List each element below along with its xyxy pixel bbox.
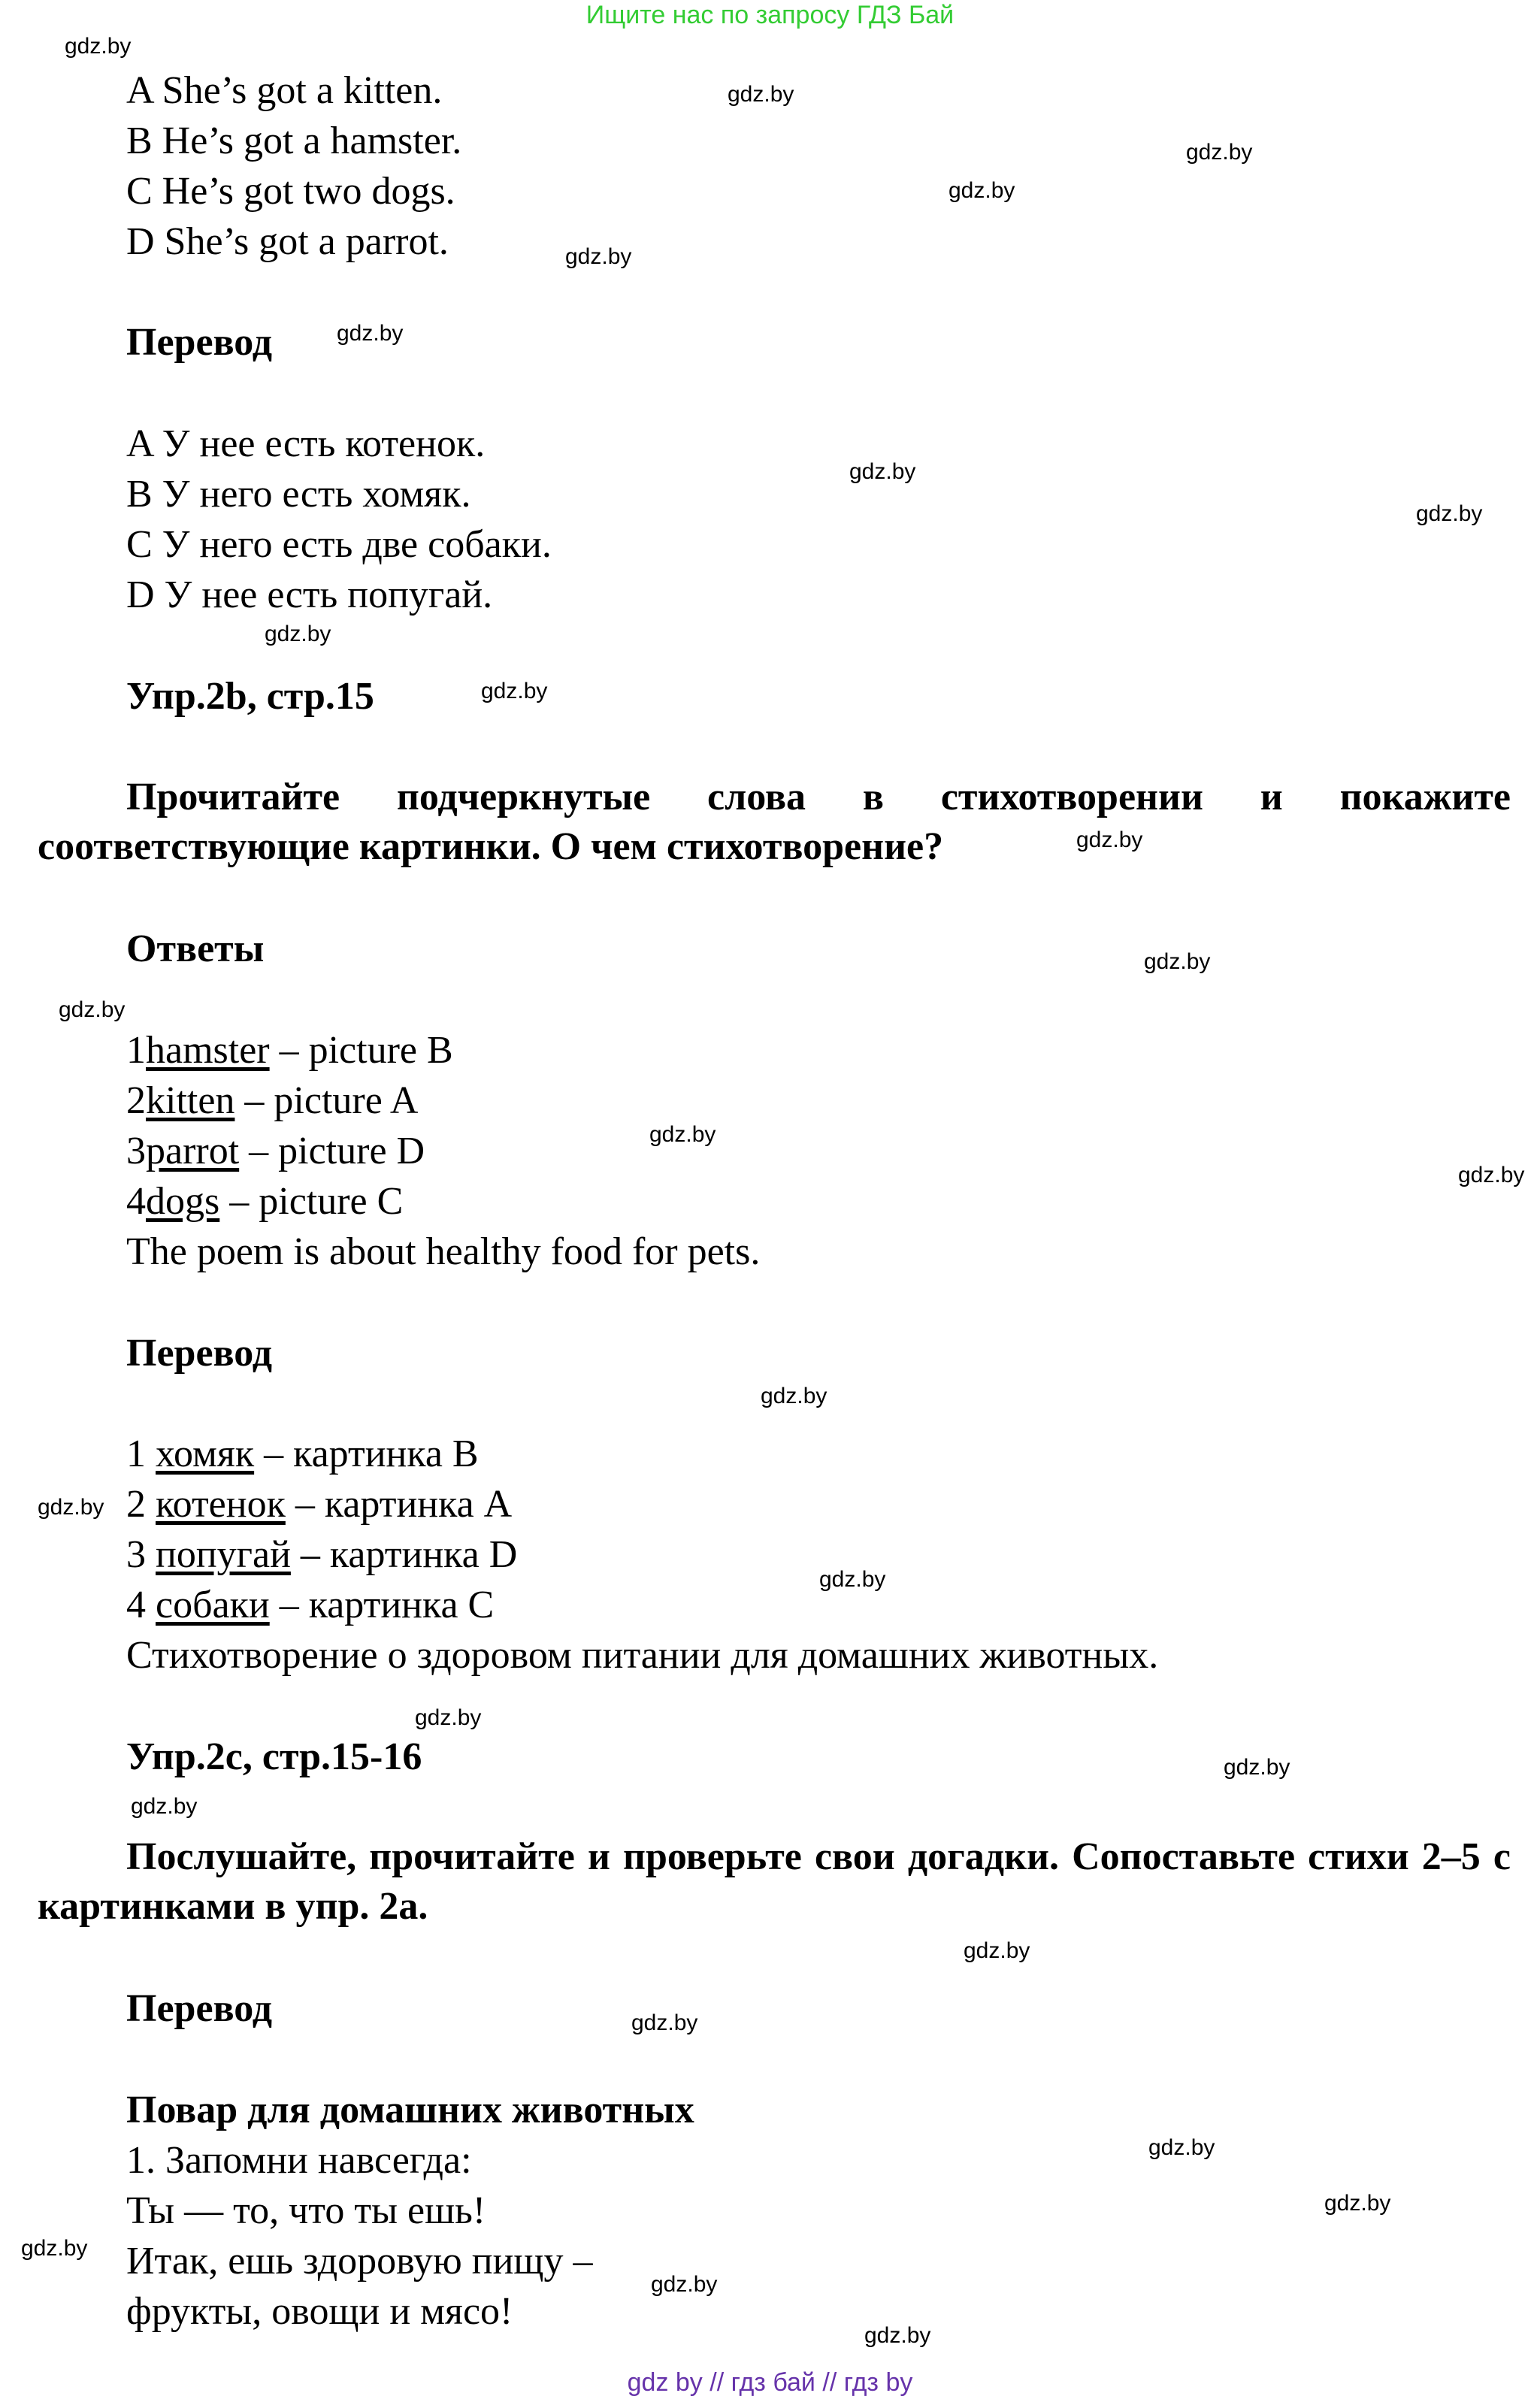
watermark: gdz.by [1458,1163,1525,1187]
watermark: gdz.by [415,1705,482,1730]
option-line: C He’s got two dogs. [126,170,455,213]
translation-heading: Перевод [126,321,273,364]
exercise-task-2c: Послушайте, прочитайте и проверьте свои догадки. Сопоставьте стихи 2–5 с картинками в упр. 2а. [38,1835,1511,1928]
translation-heading: Перевод [126,1332,273,1375]
watermark: gdz.by [631,2010,698,2035]
watermark: gdz.by [337,321,404,346]
watermark: gdz.by [964,1938,1030,1963]
answer-summary: The poem is about healthy food for pets. [126,1230,761,1273]
watermark: gdz.by [1186,140,1253,165]
translation-line: 2 котенок – картинка А [126,1483,513,1526]
top-banner[interactable]: Ищите нас по запросу ГДЗ Бай [585,1,955,29]
answers-heading: Ответы [126,927,265,970]
exercise-task-2b: Прочитайте подчеркнутые слова в стихотворении и покажите соответствующие картинки. О чем стихотворение? [38,776,1511,868]
watermark: gdz.by [1076,827,1143,852]
watermark: gdz.by [1148,2135,1215,2160]
watermark: gdz.by [565,244,632,269]
watermark: gdz.by [819,1567,886,1592]
poem-line: Итак, ешь здоровую пищу – [126,2240,593,2283]
exercise-heading-2c: Упр.2c, стр.15-16 [126,1735,422,1778]
poem-line: фрукты, овощи и мясо! [126,2290,513,2333]
watermark: gdz.by [1416,501,1483,526]
answer-line: 2kitten – picture A [126,1079,419,1122]
watermark: gdz.by [864,2323,931,2348]
watermark: gdz.by [21,2236,88,2261]
option-line-ru: A У нее есть котенок. [126,422,486,465]
answer-line: 4dogs – picture C [126,1180,404,1223]
poem-line: Ты — то, что ты ешь! [126,2189,486,2232]
watermark: gdz.by [1324,2191,1391,2216]
watermark: gdz.by [59,997,126,1022]
watermark: gdz.by [849,459,916,484]
option-line-ru: C У него есть две собаки. [126,523,552,566]
translation-heading: Перевод [126,1987,273,2030]
answer-line: 1hamster – picture B [126,1029,453,1072]
watermark: gdz.by [131,1794,198,1819]
watermark: gdz.by [761,1384,827,1408]
watermark: gdz.by [949,178,1015,203]
watermark: gdz.by [728,82,794,107]
exercise-heading-2b: Упр.2b, стр.15 [126,675,374,718]
option-line-ru: D У нее есть попугай. [126,573,493,616]
option-line: D She’s got a parrot. [126,220,449,263]
poem-title: Повар для домашних животных [126,2089,694,2131]
option-line: B He’s got a hamster. [126,119,462,162]
poem-line: 1. Запомни навсегда: [126,2139,472,2182]
watermark: gdz.by [651,2272,718,2297]
watermark: gdz.by [649,1122,716,1147]
answer-line: 3parrot – picture D [126,1130,425,1172]
translation-line: 3 попугай – картинка D [126,1533,518,1576]
watermark: gdz.by [265,622,331,646]
translation-summary: Стихотворение о здоровом питании для домашних животных. [126,1634,1159,1677]
translation-line: 1 хомяк – картинка В [126,1432,479,1475]
watermark: gdz.by [1224,1755,1290,1780]
watermark: gdz.by [1144,949,1211,974]
option-line-ru: B У него есть хомяк. [126,473,471,516]
watermark: gdz.by [65,34,132,59]
watermark: gdz.by [481,679,548,703]
translation-line: 4 собаки – картинка С [126,1584,495,1626]
footer-links[interactable]: gdz by // гдз бай // гдз by [627,2368,913,2397]
watermark: gdz.by [38,1495,104,1520]
option-line: A She’s got a kitten. [126,69,443,112]
